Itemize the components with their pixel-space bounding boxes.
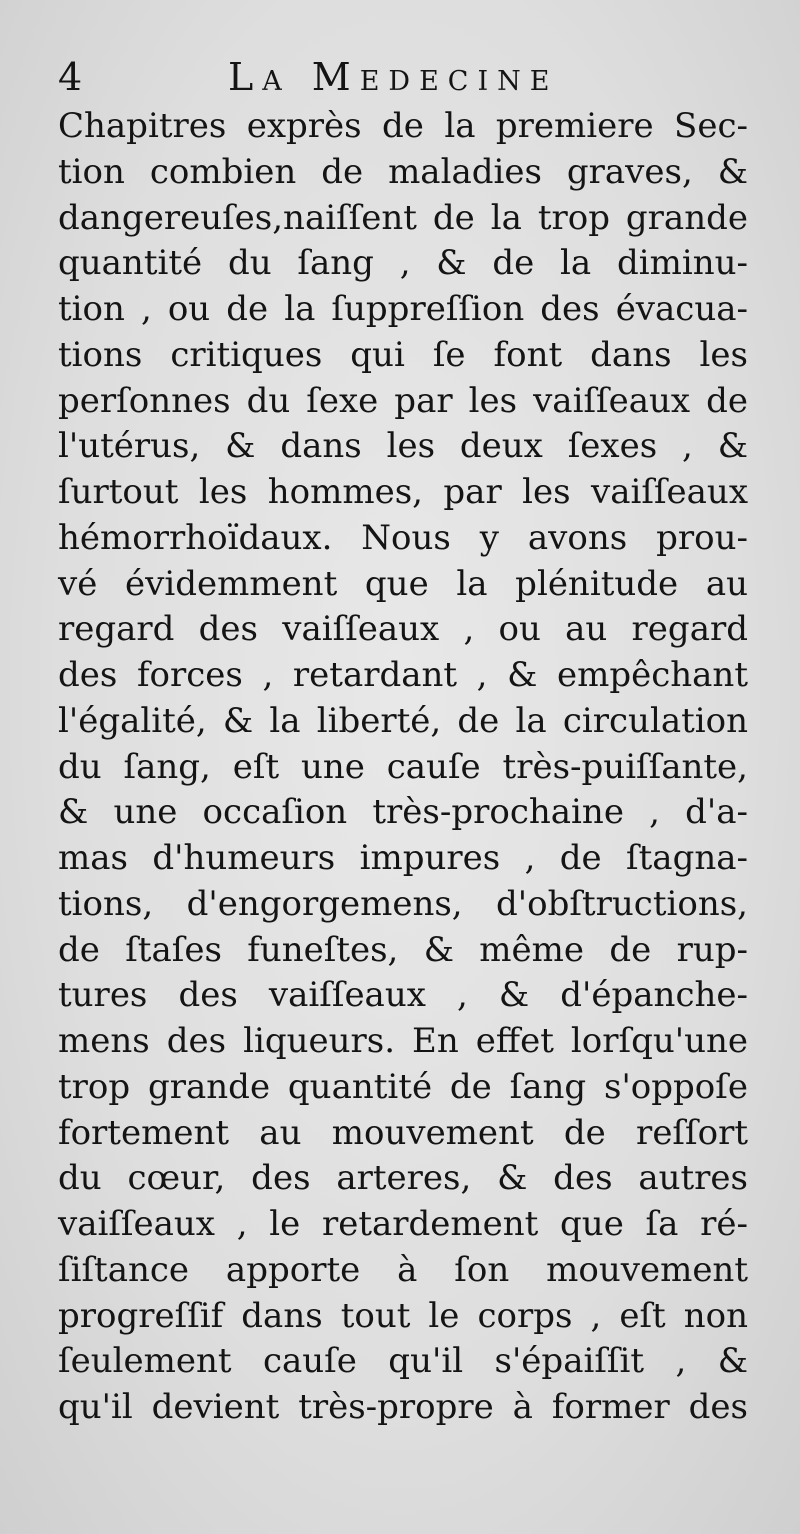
- text-line: tion , ou de la ſuppreſſion des évacua-: [58, 289, 748, 329]
- text-line: l'égalité, & la liberté, de la circulation: [58, 700, 748, 741]
- text-line: vé évidemment que la plénitude au: [58, 563, 748, 604]
- text-line: hémorrhoïdaux. Nous y avons prou-: [58, 517, 748, 558]
- page-header: [58, 52, 758, 102]
- text-line: mens des liqueurs. En effet lorſqu'une: [58, 1021, 748, 1061]
- text-line: & une occaſion très-prochaine , d'a-: [58, 792, 748, 833]
- text-line: du cœur, des arteres, & des autres: [58, 1158, 748, 1199]
- text-line: l'utérus, & dans les deux ſexes , &: [58, 426, 748, 467]
- text-line: de ſtaſes funeſtes, & même de rup-: [58, 929, 748, 970]
- text-line: dangereuſes,naiſſent de la trop grande: [58, 197, 748, 238]
- text-line: qu'il devient très-propre à former des: [58, 1387, 748, 1427]
- text-line: des forces , retardant , & empêchant: [58, 655, 748, 695]
- text-line: progreſſif dans tout le corps , eſt non: [58, 1295, 748, 1336]
- text-line: trop grande quantité de ſang s'oppoſe: [58, 1066, 748, 1107]
- text-line: ſeulement cauſe qu'il s'épaiſſit , &: [58, 1341, 748, 1382]
- text-line: ſiſtance apporte à ſon mouvement: [58, 1249, 748, 1290]
- text-line: tion combien de maladies graves, &: [58, 151, 748, 192]
- text-line: du ſang, eſt une cauſe très-puiſſante,: [58, 746, 748, 787]
- text-line: Chapitres exprès de la premiere Sec-: [58, 106, 748, 146]
- text-line: mas d'humeurs impures , de ſtagna-: [58, 838, 748, 878]
- body-text: [58, 104, 748, 1431]
- text-line: vaiſſeaux , le retardement que ſa ré-: [58, 1204, 748, 1244]
- text-line: tions, d'engorgemens, d'obſtructions,: [58, 883, 748, 924]
- page-number: 4: [58, 55, 83, 99]
- text-line: tions critiques qui ſe font dans les: [58, 334, 748, 375]
- running-title: La Medecine: [228, 55, 559, 99]
- text-line: regard des vaiſſeaux , ou au regard: [58, 609, 748, 650]
- text-line: tures des vaiſſeaux , & d'épanche-: [58, 975, 748, 1016]
- text-line: ſurtout les hommes, par les vaiſſeaux: [58, 472, 748, 512]
- text-line: fortement au mouvement de reſſort: [58, 1112, 748, 1153]
- text-line: perſonnes du ſexe par les vaiſſeaux de: [58, 380, 748, 421]
- text-line: quantité du ſang , & de la diminu-: [58, 243, 748, 284]
